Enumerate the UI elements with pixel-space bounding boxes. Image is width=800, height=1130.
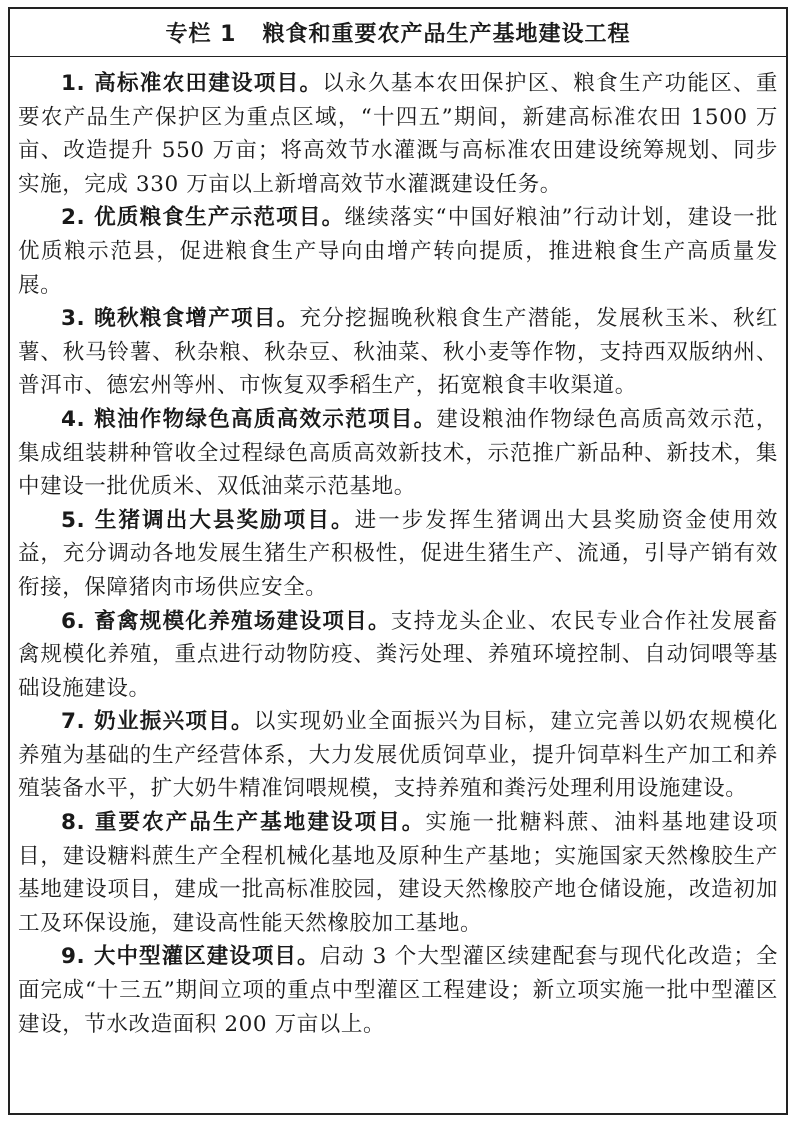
project-title: 5. 生猪调出大县奖励项目。 [61,507,355,533]
project-title: 8. 重要农产品生产基地建设项目。 [61,810,426,836]
project-item-3 [18,302,778,403]
project-title: 6. 畜禽规模化养殖场建设项目。 [61,608,391,634]
project-text: 进一步发挥生猪调出大县奖励资金使用效益，充分调动各地发展生猪生产积极性，促进生猪生产、流通，引导产销有效衔接，保障猪肉市场供应安全。 [18,507,778,600]
project-text: 启动 3 个大型灌区续建配套与现代化改造；全面完成“十三五”期间立项的重点中型灌区工程建设；新立项实施一批中型灌区建设，节水改造面积 200 万亩以上。 [18,944,778,1037]
column-body [10,57,786,1041]
project-title: 2. 优质粮食生产示范项目。 [61,205,345,231]
project-item-1 [18,67,778,201]
column-number: 专栏 1 [165,22,237,47]
project-item-5 [18,504,778,605]
project-item-4 [18,403,778,504]
project-title: 7. 奶业振兴项目。 [61,709,254,735]
project-item-2 [18,201,778,302]
project-text: 以永久基本农田保护区、粮食生产功能区、重要农产品生产保护区为重点区域，“十四五”期间，新建高标准农田 1500 万亩、改造提升 550 万亩；将高效节水灌溉与高标准农田建设统筹规划、同步实施，完成 330 万亩以上新增高效节水灌溉建设任务。 [18,71,778,197]
project-item-8 [18,806,778,940]
project-text: 支持龙头企业、农民专业合作社发展畜禽规模化养殖，重点进行动物防疫、粪污处理、养殖环境控制、自动饲喂等基础设施建设。 [18,608,779,701]
project-item-6 [18,605,778,706]
project-text: 继续落实“中国好粮油”行动计划，建设一批优质粮示范县，促进粮食生产导向由增产转向提质，推进粮食生产高质量发展。 [18,205,778,298]
project-title: 9. 大中型灌区建设项目。 [61,944,320,970]
column-box [8,7,788,1115]
column-title: 粮食和重要农产品生产基地建设工程 [262,22,631,47]
project-title: 4. 粮油作物绿色高质高效示范项目。 [61,406,437,432]
project-title: 3. 晚秋粮食增产项目。 [61,306,300,332]
project-text: 实施一批糖料蔗、油料基地建设项目，建设糖料蔗生产全程机械化基地及原种生产基地；实施国家天然橡胶生产基地建设项目，建成一批高标准胶园，建设天然橡胶产地仓储设施，改造初加工及环保设施，建设高性能天然橡胶加工基地。 [18,810,778,936]
project-text: 以实现奶业全面振兴为目标，建立完善以奶农规模化养殖为基础的生产经营体系，大力发展优质饲草业，提升饲草料生产加工和养殖装备水平，扩大奶牛精准饲喂规模，支持养殖和粪污处理利用设施建设。 [18,709,778,802]
project-item-7 [18,705,778,806]
project-item-9 [18,940,778,1041]
project-title: 1. 高标准农田建设项目。 [61,71,323,96]
project-text: 充分挖掘晚秋粮食生产潜能，发展秋玉米、秋红薯、秋马铃薯、秋杂粮、秋杂豆、秋油菜、秋小麦等作物，支持西双版纳州、普洱市、德宏州等州、市恢复双季稻生产，拓宽粮食丰收渠道。 [18,306,778,399]
project-text: 建设粮油作物绿色高质高效示范，集成组装耕种管收全过程绿色高质高效新技术，示范推广新品种、新技术，集中建设一批优质米、双低油菜示范基地。 [18,406,778,500]
column-header [10,9,786,57]
